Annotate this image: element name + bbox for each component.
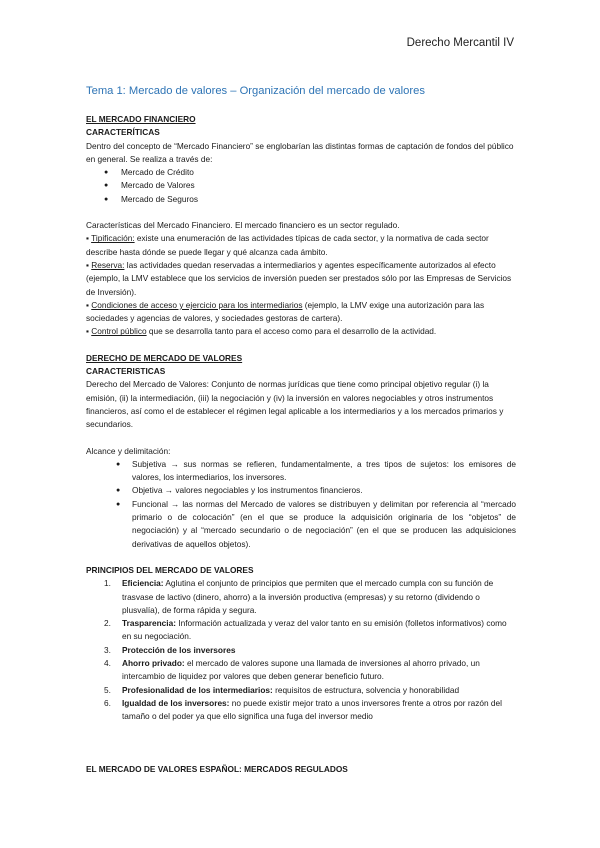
feature-label: Tipificación: — [91, 233, 135, 244]
list-item: ● Mercado de Seguros — [86, 193, 516, 206]
list-item: 5. Profesionalidad de los intermediarios: requisitos de estructura, solvencia y honorabilidad — [104, 684, 460, 695]
list-item: 2. Trasparencia: Información actualizada y veraz del valor tanto en su emisión (folletos informativos) como en su negociación. — [104, 618, 507, 642]
feature-text: que se desarrolla tanto para el acceso como para el desarrollo de la actividad. — [146, 326, 437, 337]
paragraph-intro: Dentro del concepto de “Mercado Financiero” se englobarían las distintas formas de captación de fondos del público en general. Se realiza a través de: — [86, 140, 514, 164]
section-heading-mercado-espanol: EL MERCADO DE VALORES ESPAÑOL: MERCADOS REGULADOS — [86, 764, 348, 775]
section-heading-derecho-mercado: DERECHO DE MERCADO DE VALORES — [86, 352, 243, 363]
feature-label: Control público — [91, 326, 147, 337]
list-item: 1. Eficiencia: Aglutina el conjunto de principios que permiten que el mercado cumpla con su función de trasvase de lactivo (dinero, ahorro) a la inversión productiva (empresas) y su retorno (dividendo o plusvalía), de forma rápida y segura. — [104, 578, 494, 615]
list-item: 6. Igualdad de los inversores: no puede existir mejor trato a unos inversores frente a otros por razón del tamaño o del poder ya que ello significa una fuga del inversor medio — [104, 697, 502, 722]
scope-title: Alcance y delimitación: — [86, 445, 171, 456]
section-heading-principios: PRINCIPIOS DEL MERCADO DE VALORES — [86, 564, 254, 575]
list-item: ● Mercado de Crédito — [86, 166, 516, 179]
section-heading-mercado-financiero: EL MERCADO FINANCIERO — [86, 114, 196, 124]
feature-label: Condiciones de acceso y ejercicio para los intermediarios — [91, 299, 303, 310]
paragraph-definition: Derecho del Mercado de Valores: Conjunto de normas jurídicas que tiene como principal objetivo regular (i) la emisión, (ii) la intermediación, (iii) la negociación y (iv) la inversión en valores negociables y otros instrumentos financieros, así como el de establecer el régimen legal aplicable a los intermediarios y a los mercados primarios y secundarios. — [86, 379, 504, 430]
list-item: ● Subjetiva → sus normas se refieren, fundamentalmente, a tres tipos de sujetos: los emisores de valores, los intermediarios, los inversores. — [86, 458, 516, 485]
market-types-list — [86, 166, 516, 206]
feature-text: existe una enumeración de las actividades típicas de cada sector, y la normativa de cada sector describe hasta dónde se puede llegar y qué alcanza cada ámbito. — [86, 233, 489, 257]
list-item: ● Funcional → las normas del Mercado de valores se distribuyen y delimitan por referencia al “mercado primario o de colocación” (en el que se produce la adquisición originaria de los “objetos” de negociación) y al “mercado secundario o de negociación” (en el que se producen las adquisiciones derivativas de aquellos objetos). — [86, 498, 516, 551]
subheading-caracteristicas: CARACTERÍTICAS — [86, 127, 160, 138]
document-body — [86, 113, 516, 777]
header-subject: Derecho Mercantil IV — [406, 37, 514, 49]
feature-tipificacion: ▪ Tipificación: existe una enumeración de las actividades típicas de cada sector, y la normativa de cada sector describe hasta dónde se puede llegar y qué alcanza cada ámbito. — [86, 233, 489, 257]
feature-text: (ejemplo, la LMV exige una autorización para las sociedades y agencias de valores, y sociedades gestoras de cartera). — [86, 299, 485, 324]
principles-list — [86, 577, 516, 723]
list-item: 4. Ahorro privado: el mercado de valores supone una llamada de inversiones al ahorro privado, un intercambio de liquidez por valores que deben generar beneficio futuro. — [104, 657, 480, 682]
list-item: ● Mercado de Valores — [86, 179, 516, 192]
paragraph-characteristics: Características del Mercado Financiero. El mercado financiero es un sector regulado. — [86, 220, 400, 231]
feature-text: las actividades quedan reservadas a intermediarios y agentes específicamente autorizados al efecto (ejemplo, la LMV establece que los servicios de inversión pueden ser prestados sólo por las Empresas de Servicios de Inversión). — [86, 259, 512, 297]
feature-reserva: ▪ Reserva: las actividades quedan reservadas a intermediarios y agentes específicamente autorizados al efecto (ejemplo, la LMV establece que los servicios de inversión pueden ser prestados sólo por las Empresas de Servicios de Inversión). — [86, 259, 512, 297]
feature-label: Reserva: — [91, 259, 125, 270]
list-item: ● Objetiva → valores negociables y los instrumentos financieros. — [86, 484, 516, 497]
document-title: Tema 1: Mercado de valores – Organización del mercado de valores — [86, 85, 425, 97]
scope-list — [86, 458, 516, 551]
feature-condiciones: ▪ Condiciones de acceso y ejercicio para los intermediarios (ejemplo, la LMV exige una autorización para las sociedades y agencias de valores, y sociedades gestoras de cartera). — [86, 299, 485, 324]
feature-control: ▪ Control público que se desarrolla tanto para el acceso como para el desarrollo de la actividad. — [86, 326, 437, 337]
subheading-caracteristicas-2: CARACTERISTICAS — [86, 366, 166, 377]
list-item: 3. Protección de los inversores — [104, 644, 236, 655]
